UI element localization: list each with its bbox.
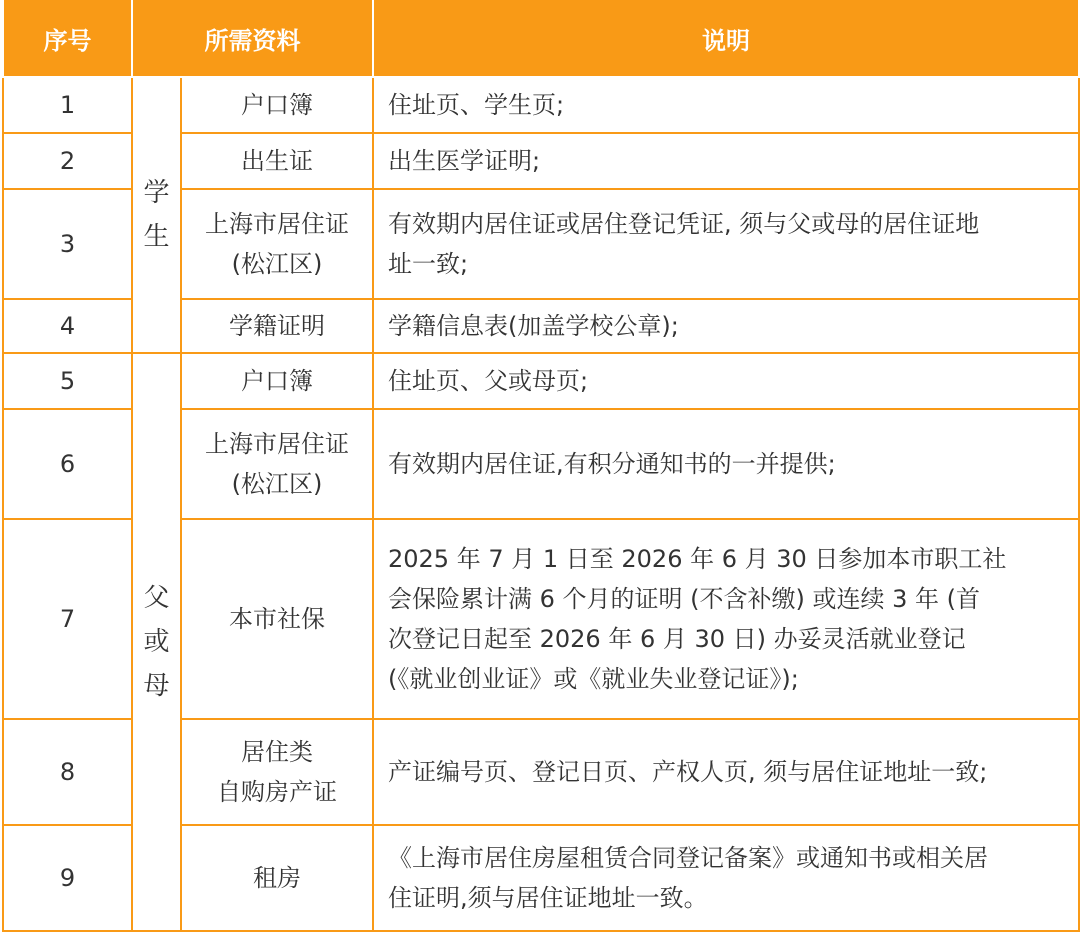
material-description: 住址页、父或母页; bbox=[373, 353, 1079, 409]
material-name: 上海市居住证 (松江区) bbox=[181, 409, 373, 519]
material-name: 租房 bbox=[181, 825, 373, 931]
row-number: 5 bbox=[3, 353, 132, 409]
table-row bbox=[3, 77, 1079, 133]
row-number: 6 bbox=[3, 409, 132, 519]
material-description: 产证编号页、登记日页、产权人页, 须与居住证地址一致; bbox=[373, 719, 1079, 825]
material-name: 学籍证明 bbox=[181, 299, 373, 353]
material-name: 本市社保 bbox=[181, 519, 373, 719]
row-number: 9 bbox=[3, 825, 132, 931]
row-number: 4 bbox=[3, 299, 132, 353]
material-description: 学籍信息表(加盖学校公章); bbox=[373, 299, 1079, 353]
material-name: 出生证 bbox=[181, 133, 373, 189]
row-number: 8 bbox=[3, 719, 132, 825]
group-label-student: 学生 bbox=[143, 178, 170, 252]
header-description: 说明 bbox=[373, 0, 1079, 77]
material-description: 2025 年 7 月 1 日至 2026 年 6 月 30 日参加本市职工社 会保险累计满 6 个月的证明 (不含补缴) 或连续 3 年 (首 次登记日起至 2026 年 6 月 30 日) 办妥灵活就业登记 (《就业创业证》或《就业失业登记证》); bbox=[373, 519, 1079, 719]
material-description: 有效期内居住证或居住登记凭证, 须与父或母的居住证地 址一致; bbox=[373, 189, 1079, 299]
header-serial-number: 序号 bbox=[3, 0, 132, 77]
row-number: 7 bbox=[3, 519, 132, 719]
material-name: 上海市居住证 (松江区) bbox=[181, 189, 373, 299]
material-name: 居住类 自购房产证 bbox=[181, 719, 373, 825]
row-number: 2 bbox=[3, 133, 132, 189]
material-description: 有效期内居住证,有积分通知书的一并提供; bbox=[373, 409, 1079, 519]
table-row bbox=[3, 353, 1079, 409]
group-parent-cell bbox=[132, 353, 181, 931]
table-header-row bbox=[3, 0, 1079, 77]
material-description: 住址页、学生页; bbox=[373, 77, 1079, 133]
row-number: 1 bbox=[3, 77, 132, 133]
group-label-parent: 父或母 bbox=[143, 583, 170, 701]
material-name: 户口簿 bbox=[181, 77, 373, 133]
row-number: 3 bbox=[3, 189, 132, 299]
header-required-materials: 所需资料 bbox=[132, 0, 373, 77]
materials-table-container bbox=[2, 0, 1078, 932]
material-name: 户口簿 bbox=[181, 353, 373, 409]
material-description: 《上海市居住房屋租赁合同登记备案》或通知书或相关居 住证明,须与居住证地址一致。 bbox=[373, 825, 1079, 931]
required-materials-table bbox=[2, 0, 1080, 932]
group-student-cell bbox=[132, 77, 181, 353]
material-description: 出生医学证明; bbox=[373, 133, 1079, 189]
